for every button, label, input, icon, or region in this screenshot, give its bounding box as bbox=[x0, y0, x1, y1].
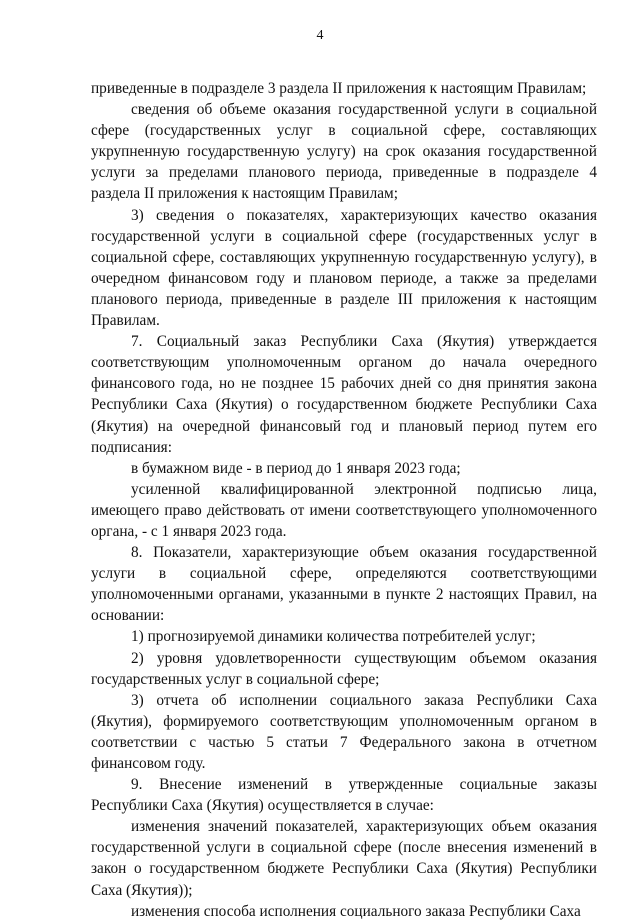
paragraph: изменения способа исполнения социального заказа Республики Саха bbox=[131, 902, 581, 920]
paragraph: 1) прогнозируемой динамики количества потребителей услуг; bbox=[131, 628, 536, 646]
paragraph: 2) уровня удовлетворенности существующим объемом оказания государственных услуг в социальной сфере; bbox=[91, 649, 597, 688]
paragraph: изменения значений показателей, характеризующих объем оказания государственной услуги в социальной сфере (после внесения изменений в закон о государственном бюджете Республики Саха (Якутия) Республики Саха (Якутия)); bbox=[91, 818, 597, 899]
paragraph: в бумажном виде - в период до 1 января 2023 года; bbox=[131, 459, 461, 477]
paragraph: 3) сведения о показателях, характеризующих качество оказания государственной услуги в социальной сфере (государственных услуг в социальной сфере, составляющих укрупненную государственную услугу), в очередном финансовом году и плановом периоде, а также за пределами планового периода, приведенные в разделе III приложения к настоящим Правилам. bbox=[91, 206, 597, 330]
paragraph: сведения об объеме оказания государственной услуги в социальной сфере (государственных услуг в социальной сфере, составляющих укрупненную государственную услугу) на срок оказания государственной услуги за пределами планового периода, приведенные в подразделе 4 раздела II приложения к настоящим Правилам; bbox=[91, 101, 597, 203]
paragraph: 9. Внесение изменений в утвержденные социальные заказы Республики Саха (Якутия) осуществляется в случае: bbox=[91, 776, 597, 815]
paragraph: 7. Социальный заказ Республики Саха (Якутия) утверждается соответствующим уполномоченным органом до начала очередного финансового года, но не позднее 15 рабочих дней со дня принятия закона Республики Саха (Якутия) о государственном бюджете Республики Саха (Якутия) на очередной финансовый год и плановый период путем его подписания: bbox=[91, 333, 597, 456]
document-body bbox=[91, 78, 597, 922]
paragraph: приведенные в подразделе 3 раздела II приложения к настоящим Правилам; bbox=[91, 80, 587, 97]
page-number: 4 bbox=[316, 28, 324, 43]
paragraph: 3) отчета об исполнении социального заказа Республики Саха (Якутия), формируемого соответствующим уполномоченным органом в соответствии с частью 5 статьи 7 Федерального закона в отчетном финансовом году. bbox=[91, 691, 597, 772]
paragraph: 8. Показатели, характеризующие объем оказания государственной услуги в социальной сфере, определяются соответствующими уполномоченными органами, указанными в пункте 2 настоящих Правил, на основании: bbox=[91, 544, 597, 625]
paragraph: усиленной квалифицированной электронной подписью лица, имеющего право действовать от имени соответствующего уполномоченного органа, - с 1 января 2023 года. bbox=[91, 480, 597, 540]
